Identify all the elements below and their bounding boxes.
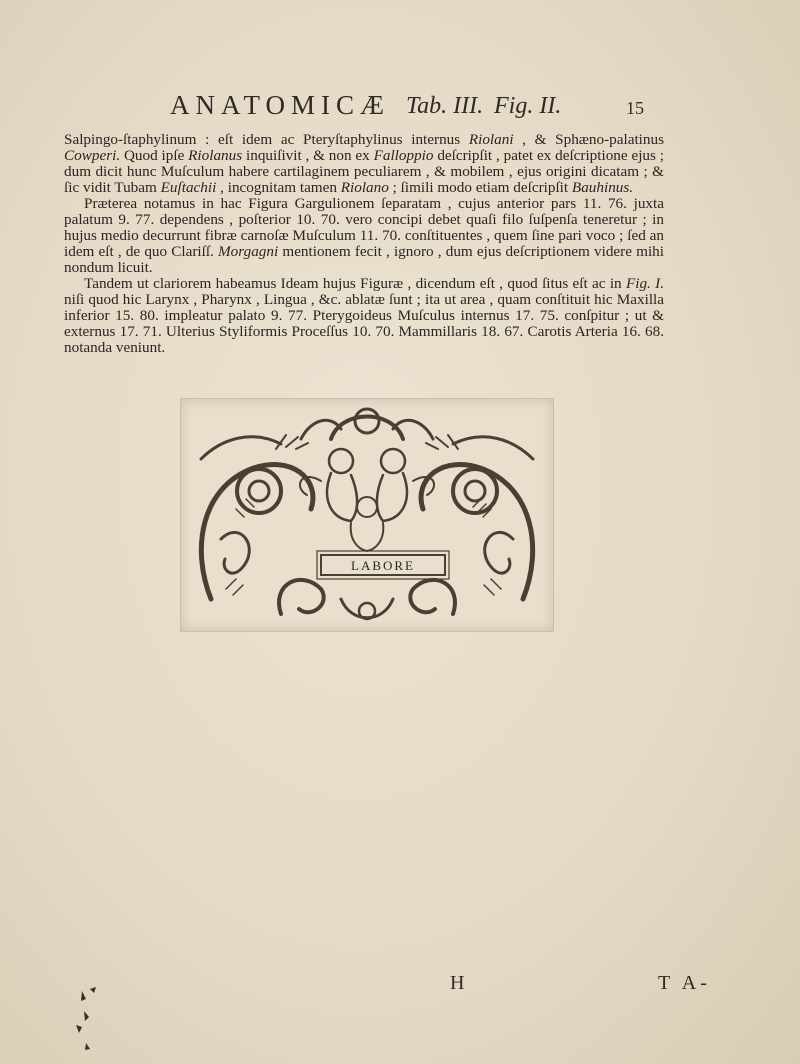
italic-name: Riolanus — [188, 147, 243, 164]
paragraph — [64, 132, 664, 196]
catchword: T A- — [658, 972, 711, 994]
italic-name: Riolani — [468, 131, 514, 148]
plaque-motto: LABORE — [351, 558, 415, 573]
figure-reference: Fig. II. — [494, 93, 562, 119]
paragraph — [64, 276, 664, 356]
text-run: mentionem fecit , ignoro , dum ejus deſcriptionem videre mihi nondum licuit. — [64, 243, 664, 276]
table-reference: Tab. III. — [406, 93, 484, 119]
italic-name: Bauhinus. — [571, 179, 634, 196]
text-run: Quod ipſe — [120, 147, 189, 164]
italic-name: Fig. I. — [625, 275, 665, 292]
italic-name: Falloppio — [373, 147, 434, 164]
text-run: , incognitam tamen — [216, 179, 341, 196]
paragraph — [64, 196, 664, 276]
running-title: ANATOMICÆ — [170, 90, 391, 120]
text-run: , & Sphæno-palatinus — [513, 131, 665, 148]
text-run: niſi quod hic Larynx , Pharynx , Lingua , &c. ablatæ ſunt ; ita ut area , quam conſtituit hic Maxilla inferior 15. 80. impleatur palato 9. 77. Pterygoideus Muſculus internus 17. 75. conſpitur ; ut & externus 17. 71. Ulterius Styliformis Proceſſus 10. 70. Mammillaris 18. 67. Carotis Arteria 16. 68. notanda veniunt. — [64, 291, 664, 356]
signature-mark: H — [450, 972, 465, 994]
body-text — [64, 132, 664, 356]
text-run: deſcripſit , patet ex deſcriptione ejus ; dum dicit hunc Muſculum habere cartilaginem peculiarem , & mobilem , ejus origini dicatam ; & ſic vidit Tubam — [64, 147, 664, 196]
ornament-engraving — [181, 399, 553, 631]
italic-name: Morgagni — [218, 243, 279, 260]
text-run: inquiſivit , & non ex — [242, 147, 374, 164]
running-header — [170, 90, 644, 130]
italic-name: Cowperi. — [64, 147, 121, 164]
italic-name: Riolano — [340, 179, 389, 196]
engraved-vignette — [180, 398, 554, 632]
text-run: Tandem ut clariorem habeamus Ideam hujus Figuræ , dicendum eſt , quod ſitus eſt ac in — [84, 275, 626, 292]
italic-name: Euſtachii — [160, 179, 217, 196]
text-run: Salpingo-ſtaphylinum : eſt idem ac Pteryſtaphylinus internus — [64, 131, 469, 148]
text-run: Præterea notamus in hac Figura Gargulionem ſeparatam , cujus anterior pars 11. 76. juxta palatum 9. 77. dependens , poſterior 10. 70. vero concipi debet quaſi filo ſuſpenſa teneretur ; in hujus medio decurrunt fibræ carnoſæ Muſculum 11. 70. conſtituentes , quem ſine pari voco ; ſed an idem eſt , de quo Clariſſ. — [64, 195, 664, 260]
page-number: 15 — [626, 98, 644, 118]
ink-stain-marks — [64, 985, 104, 1055]
text-run: ; ſimili modo etiam deſcripſit — [388, 179, 572, 196]
